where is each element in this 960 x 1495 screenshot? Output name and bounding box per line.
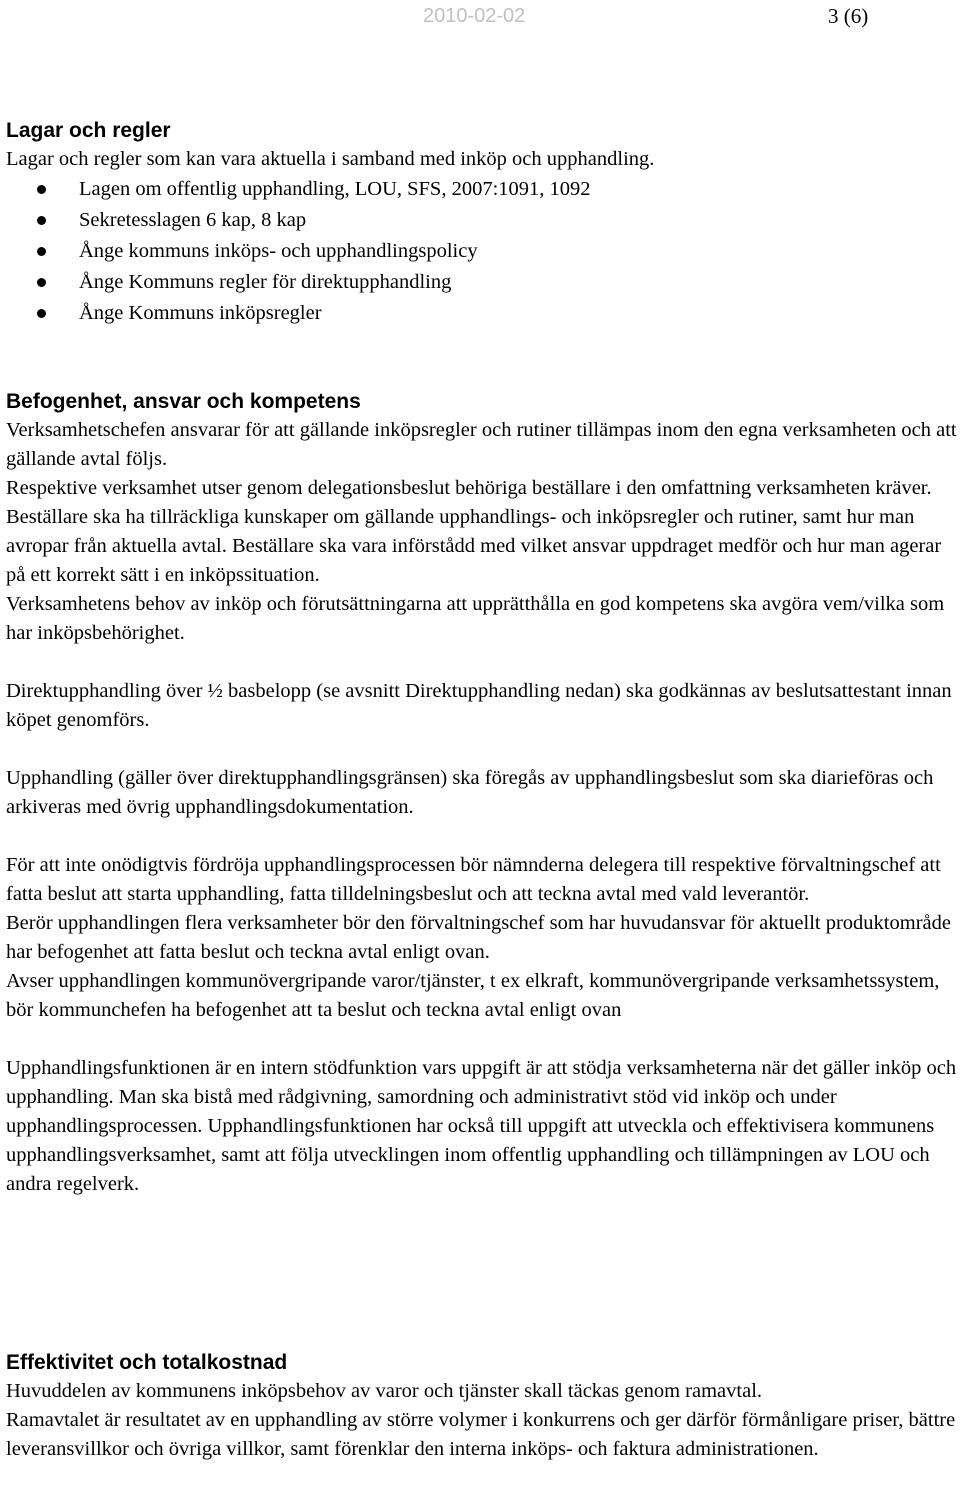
paragraph: Verksamhetschefen ansvarar för att gällande inköpsregler och rutiner tillämpas inom den egna verksamheten och att gällande avtal följs. — [6, 419, 957, 470]
laws-list — [6, 174, 958, 329]
paragraph: Avser upphandlingen kommunövergripande varor/tjänster, t ex elkraft, kommunövergripande verksamhetssystem, bör kommunchefen ha befogenhet att ta beslut och teckna avtal enligt ovan — [6, 970, 940, 1021]
paragraph: Berör upphandlingen flera verksamheter bör den förvaltningschef som har huvudansvar för aktuellt produktområde har befogenhet att fatta beslut och teckna avtal enligt ovan. — [6, 912, 951, 963]
direct-purchase-paragraph: Direktupphandling över ½ basbelopp (se avsnitt Direktupphandling nedan) ska godkännas av beslutsattestant innan köpet genomförs. — [6, 680, 952, 731]
list-item: Ånge kommuns inköps- och upphandlingspolicy — [6, 236, 958, 267]
section-heading-efficiency: Effektivitet och totalkostnad — [6, 1351, 288, 1374]
section-efficiency — [6, 1348, 958, 1464]
header-date: 2010-02-02 — [423, 5, 526, 27]
paragraph: Huvuddelen av kommunens inköpsbehov av varor och tjänster skall täckas genom ramavtal. — [6, 1380, 763, 1402]
page-number: 3 (6) — [828, 4, 869, 28]
section-laws — [6, 116, 958, 329]
list-item: Sekretesslagen 6 kap, 8 kap — [6, 205, 958, 236]
paragraph: Beställare ska ha tillräckliga kunskaper om gällande upphandlings- och inköpsregler och rutiner, samt hur man avropar från aktuella avtal. Beställare ska vara införstådd med vilket ansvar uppdraget medför och hur man agerar på ett korrekt sätt i en inköpssituation. — [6, 506, 942, 586]
bullet-icon — [37, 216, 46, 225]
function-paragraph: Upphandlingsfunktionen är en intern stödfunktion vars uppgift är att stödja verksamheterna när det gäller inköp och upphandling. Man ska bistå med rådgivning, samordning och administrativt stöd vid inköp och under upphandlingsprocessen. Upphandlingsfunktionen har också till uppgift att utveckla och effektivisera kommunens upphandlingsverksamhet, samt att följa utvecklingen inom offentlig upphandling och tillämpningen av LOU och andra regelverk. — [6, 1057, 957, 1195]
paragraph: För att inte onödigtvis fördröja upphandlingsprocessen bör nämnderna delegera till respektive förvaltningschef att fatta beslut att starta upphandling, fatta tilldelningsbeslut och att teckna avtal med vald leverantör. — [6, 854, 941, 905]
page-header — [0, 0, 960, 30]
list-item: Lagen om offentlig upphandling, LOU, SFS, 2007:1091, 1092 — [6, 174, 958, 205]
paragraph: Respektive verksamhet utser genom delegationsbeslut behöriga beställare i den omfattning verksamheten kräver. — [6, 477, 932, 499]
paragraph: Ramavtalet är resultatet av en upphandling av större volymer i konkurrens och ger därför förmånligare priser, bättre leveransvillkor och övriga villkor, samt förenklar den interna inköps- och faktura administrationen. — [6, 1409, 956, 1460]
paragraph: Verksamhetens behov av inköp och förutsättningarna att upprätthålla en god kompetens ska avgöra vem/vilka som har inköpsbehörighet. — [6, 593, 945, 644]
list-item: Ånge Kommuns inköpsregler — [6, 298, 958, 329]
section-heading-authority: Befogenhet, ansvar och kompetens — [6, 390, 361, 413]
bullet-icon — [37, 278, 46, 287]
laws-intro: Lagar och regler som kan vara aktuella i samband med inköp och upphandling. — [6, 148, 655, 170]
list-item: Ånge Kommuns regler för direktupphandling — [6, 267, 958, 298]
bullet-icon — [37, 185, 46, 194]
procurement-paragraph: Upphandling (gäller över direktupphandlingsgränsen) ska föregås av upphandlingsbeslut som ska diarieföras och arkiveras med övrig upphandlingsdokumentation. — [6, 767, 934, 818]
bullet-icon — [37, 247, 46, 256]
bullet-icon — [37, 309, 46, 318]
section-heading-laws: Lagar och regler — [6, 119, 171, 142]
section-authority — [6, 387, 958, 1199]
